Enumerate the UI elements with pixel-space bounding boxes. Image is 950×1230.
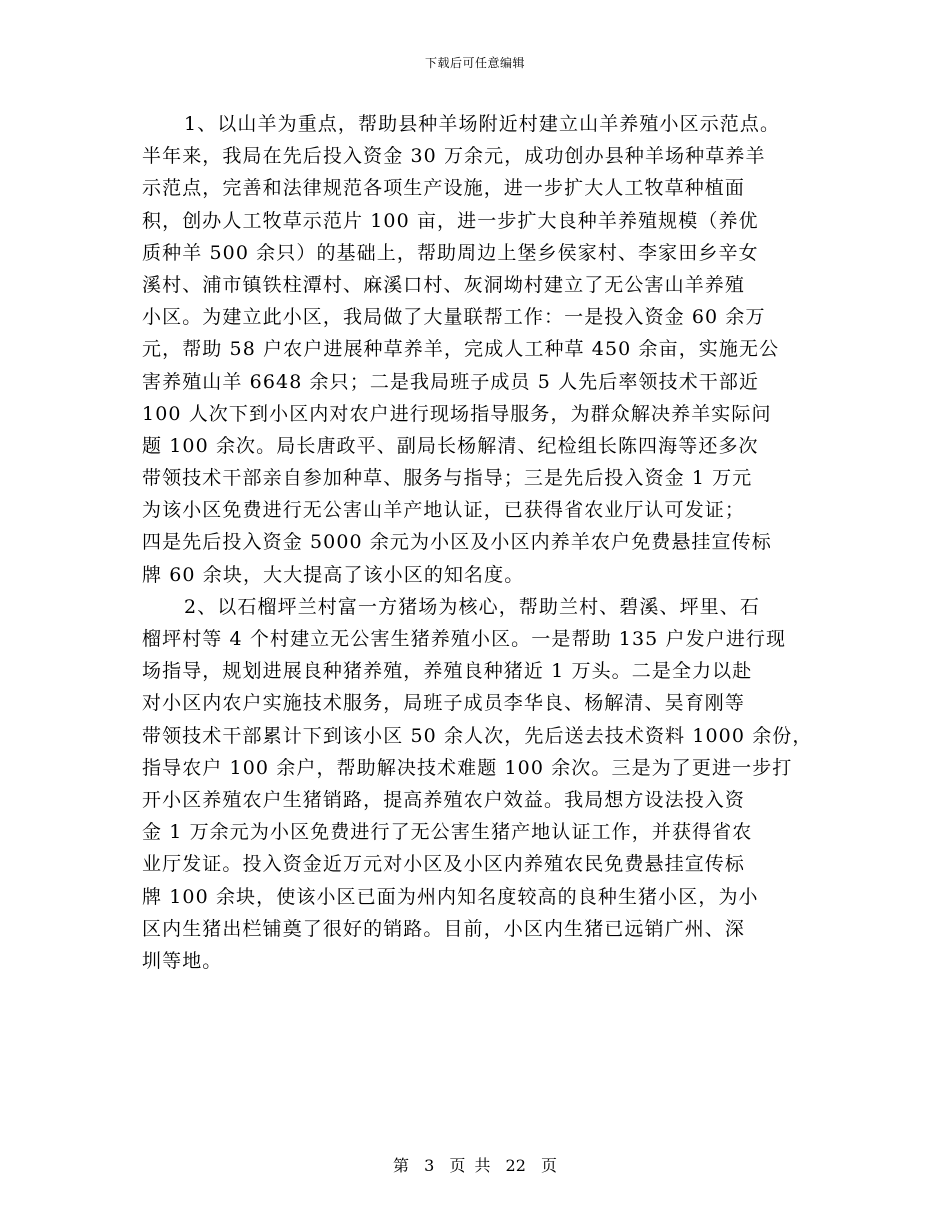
page-footer [0, 1153, 950, 1176]
paragraph-2-line: 指导农户 100 余户，帮助解决技术难题 100 余次。三是为了更进一步打 [142, 756, 793, 779]
paragraph-1-line: 溪村、浦市镇铁柱潭村、麻溪口村、灰洞坳村建立了无公害山羊养殖 [142, 273, 746, 296]
paragraph-2-line: 金 1 万余元为小区免费进行了无公害生猪产地认证工作，并获得省农 [142, 821, 753, 844]
paragraph-1-line: 示范点，完善和法律规范各项生产设施，进一步扩大人工牧草种植面 [142, 177, 746, 200]
paragraph-2-line: 业厅发证。投入资金近万元对小区及小区内养殖农民免费悬挂宣传标 [142, 853, 746, 876]
paragraph-1-line: 1、以山羊为重点，帮助县种羊场附近村建立山羊养殖小区示范点。 [184, 113, 781, 135]
footer-middle: 页 共 [449, 1156, 491, 1175]
footer-prefix: 第 [392, 1156, 409, 1175]
paragraph-1-line: 质种羊 500 余只）的基础上，帮助周边上堡乡侯家村、李家田乡辛女 [142, 241, 759, 264]
paragraph-2-line: 开小区养殖农户生猪销路，提高养殖农户效益。我局想方设法投入资 [142, 788, 746, 811]
paragraph-1-line: 元，帮助 58 户农户进展种草养羊，完成人工种草 450 余亩，实施无公 [142, 338, 780, 361]
paragraph-1-line: 小区。为建立此小区，我局做了大量联帮工作：一是投入资金 60 余万 [142, 306, 766, 329]
document-body [142, 108, 822, 977]
paragraph-1-line: 题 100 余次。局长唐政平、副局长杨解清、纪检组长陈四海等还多次 [142, 434, 759, 457]
paragraph-2-line: 2、以石榴坪兰村富一方猪场为核心，帮助兰村、碧溪、坪里、石 [184, 595, 760, 618]
paragraph-2-line: 榴坪村等 4 个村建立无公害生猪养殖小区。一是帮助 135 户发户进行现 [142, 628, 787, 650]
paragraph-1-line: 积，创办人工牧草示范片 100 亩，进一步扩大良种羊养殖规模（养优 [142, 209, 759, 232]
paragraph-2-line: 场指导，规划进展良种猪养殖，养殖良种猪近 1 万头。二是全力以赴 [142, 660, 753, 683]
paragraph-2-line: 牌 100 余块，使该小区已面为州内知名度较高的良种生猪小区，为小 [142, 885, 759, 908]
paragraph-1-line: 害养殖山羊 6648 余只；二是我局班子成员 5 人先后率领技术干部近 [142, 370, 760, 393]
page-header: 下载后可任意编辑 [424, 56, 525, 70]
paragraph-2-line: 区内生猪出栏铺奠了很好的销路。目前，小区内生猪已远销广州、深 [142, 917, 746, 940]
paragraph-1-line: 带领技术干部亲自参加种草、服务与指导；三是先后投入资金 1 万元 [142, 467, 753, 490]
paragraph-1-line: 为该小区免费进行无公害山羊产地认证，已获得省农业厅认可发证； [142, 499, 746, 522]
footer-suffix: 页 [541, 1156, 558, 1175]
paragraph-1-line: 100 人次下到小区内对农户进行现场指导服务，为群众解决养羊实际问 [142, 402, 772, 425]
current-page-number: 3 [424, 1156, 435, 1175]
paragraph-1-line: 四是先后投入资金 5000 余元为小区及小区内养羊农户免费悬挂宣传标 [142, 531, 772, 554]
total-pages-number: 22 [505, 1156, 526, 1175]
paragraph-2-line: 带领技术干部累计下到该小区 50 余人次，先后送去技术资料 1000 余份， [142, 724, 813, 747]
paragraph-2-line: 圳等地。 [142, 949, 223, 972]
paragraph-1-line: 半年来，我局在先后投入资金 30 万余元，成功创办县种羊场种草养羊 [142, 145, 766, 168]
paragraph-1-line: 牌 60 余块，大大提高了该小区的知名度。 [142, 563, 525, 586]
paragraph-2-line: 对小区内农户实施技术服务，局班子成员李华良、杨解清、吴育刚等 [142, 692, 746, 715]
